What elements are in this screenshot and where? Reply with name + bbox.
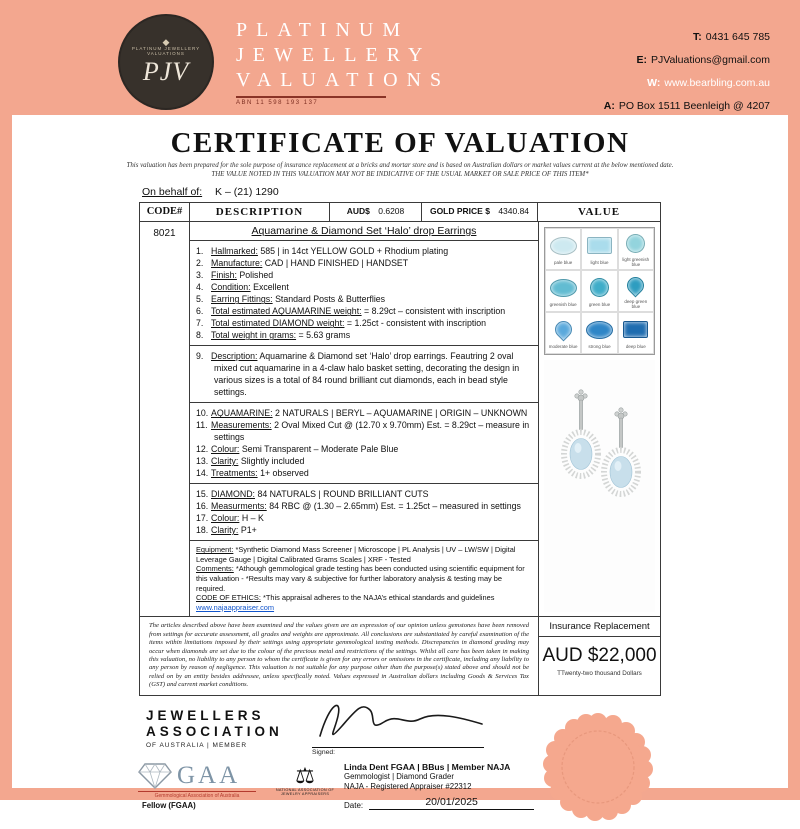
logo-ring-text: PLATINUM JEWELLERY VALUATIONS — [131, 45, 201, 56]
gem-swatch — [545, 270, 581, 312]
gaa-logo — [138, 762, 268, 810]
item-text: 84 RBC @ (1.30 – 2.65mm) Est. = 1.25ct – measured in settings — [269, 501, 521, 512]
equipment-label: Equipment: — [196, 545, 234, 555]
item-text: CAD | HAND FINISHED | HANDSET — [264, 258, 409, 269]
table-header-row — [140, 203, 660, 222]
item-text: Polished — [239, 270, 274, 281]
list-item — [196, 281, 532, 293]
ja-line-1: JEWELLERS — [146, 707, 265, 723]
item-label: Condition: — [211, 282, 251, 293]
item-text: P1+ — [240, 525, 257, 536]
naja-logo — [274, 764, 336, 797]
contact-label: T: — [693, 31, 702, 43]
brand-rule — [236, 96, 386, 98]
gem-swatch — [581, 312, 617, 354]
item-text: H – K — [241, 513, 264, 524]
gem-stone-icon — [626, 234, 645, 253]
list-item — [196, 293, 532, 305]
item-number: 9. — [196, 351, 204, 362]
list-item — [196, 488, 532, 500]
item-number: 18. — [196, 525, 209, 536]
col-header-value: VALUE — [577, 206, 621, 219]
ja-line-3: OF AUSTRALIA | MEMBER — [146, 741, 248, 749]
list-item — [196, 269, 532, 281]
list-item — [196, 512, 532, 524]
table-body — [140, 222, 660, 616]
intro-line-2: THE VALUE NOTED IN THIS VALUATION MAY NOT BE INDICATIVE OF THE USUAL MARKET OR SALE PRICE OF THIS ITEM* — [211, 170, 589, 178]
col-header-aud — [330, 203, 422, 221]
date-row — [344, 796, 534, 810]
ja-line-2: ASSOCIATION — [146, 723, 283, 739]
gem-label: light blue — [590, 259, 609, 265]
earrings-photo — [544, 360, 655, 612]
appraiser-name: Linda Dent FGAA | BBus | Member NAJA — [344, 761, 511, 772]
intro-disclaimer — [75, 162, 725, 179]
insurance-amount-words: TTwenty-two thousand Dollars — [557, 670, 642, 678]
item-text: Slightly included — [240, 456, 305, 467]
item-number: 2. — [196, 258, 204, 269]
list-item — [196, 524, 532, 536]
item-title: Aquamarine & Diamond Set ‘Halo’ drop Earrings — [190, 222, 538, 241]
section-general — [190, 241, 538, 346]
item-number: 17. — [196, 513, 209, 524]
value-column — [538, 222, 660, 616]
appraiser-role: Gemmologist | Diamond Grader — [344, 771, 454, 781]
list-item — [196, 500, 532, 512]
appraiser-registration: NAJA - Registered Appraiser #22312 — [344, 781, 472, 791]
section-description — [190, 346, 538, 403]
gold-rate-label: GOLD PRICE $ — [429, 206, 490, 217]
certificate-footer — [12, 700, 788, 822]
equipment-text: *Athough gemmological grade testing has been conducted using scientific equipment for this valuation - *Results may vary & subjective for further laboratory analysis & testing may be required. — [196, 564, 525, 593]
item-text: Excellent — [253, 282, 289, 293]
gem-swatch — [618, 312, 654, 354]
item-text: = 5.63 grams — [298, 330, 351, 341]
certification-seal — [540, 712, 656, 829]
date-label: Date: — [344, 800, 364, 810]
item-number: 4. — [196, 282, 204, 293]
item-number: 16. — [196, 501, 209, 512]
gem-label: deep green blue — [624, 299, 648, 310]
equipment-label: CODE OF ETHICS: — [196, 593, 261, 603]
item-label: Total estimated AQUAMARINE weight: — [211, 306, 362, 317]
gem-swatch — [545, 228, 581, 270]
signature-icon — [312, 694, 492, 746]
on-behalf-row — [142, 186, 788, 198]
item-number: 11. — [196, 420, 208, 431]
item-label: Finish: — [211, 270, 237, 281]
on-behalf-label: On behalf of: — [142, 186, 203, 199]
gem-stone-icon — [590, 278, 609, 297]
description-column — [190, 222, 538, 616]
gem-label: green blue — [588, 301, 611, 307]
list-item — [196, 245, 532, 257]
item-text: Semi Transparent – Moderate Pale Blue — [241, 444, 399, 455]
list-item — [196, 350, 532, 398]
equipment-row — [196, 593, 532, 603]
item-label: Colour: — [211, 513, 240, 524]
contact-label: E: — [636, 54, 647, 66]
contact-value: 0431 645 785 — [705, 31, 770, 43]
item-text: 585 | in 14ct YELLOW GOLD + Rhodium plating — [260, 246, 449, 257]
brand-line-3: VALUATIONS — [236, 69, 451, 91]
contact-label: W: — [647, 77, 661, 89]
contact-line — [604, 26, 770, 49]
list-item — [196, 329, 532, 341]
gold-rate-value: 4340.84 — [498, 206, 530, 217]
signed-label: Signed: — [312, 748, 336, 756]
naja-link[interactable]: www.najaappraiser.com — [196, 602, 275, 612]
valuation-table — [139, 202, 661, 695]
contact-value: PO Box 1511 Beenleigh @ 4207 — [618, 100, 770, 112]
logo-monogram: PJV — [142, 56, 190, 86]
on-behalf-value: K – (21) 1290 — [215, 186, 279, 199]
page-title: CERTIFICATE OF VALUATION — [170, 127, 630, 159]
item-text: 2 Oval Mixed Cut @ (12.70 x 9.70mm) Est. = 8.29ct – measure in settings — [214, 420, 530, 443]
scales-icon: ⚖ — [295, 762, 315, 788]
gaa-diamond-icon — [138, 762, 172, 790]
item-number: 14. — [196, 468, 209, 479]
item-number: 5. — [196, 294, 204, 305]
gem-label: strong blue — [588, 343, 611, 349]
intro-line-1: This valuation has been prepared for the sole purpose of insurance replacement at a bricks and mortar store and is based on Australian dollars or market values current at the below mentioned date. — [126, 162, 674, 169]
list-item — [196, 257, 532, 269]
item-number: 6. — [196, 306, 204, 317]
equipment-row — [196, 564, 532, 593]
equipment-rows — [196, 545, 532, 603]
aud-rate-label: AUD$ — [346, 206, 370, 217]
gem-stone-icon — [551, 318, 575, 342]
item-label: Measurments: — [211, 501, 267, 512]
contact-label: A: — [603, 100, 615, 112]
item-number: 15. — [196, 489, 209, 500]
list-item — [196, 443, 532, 455]
gem-label: moderate blue — [548, 343, 578, 349]
item-number: 8. — [196, 330, 204, 341]
item-number: 1. — [196, 246, 204, 257]
gem-label: pale blue — [554, 259, 573, 265]
equipment-label: Comments: — [196, 564, 234, 574]
jewellers-association-mark — [146, 708, 283, 749]
gem-stone-icon — [623, 321, 648, 338]
col-header-code: CODE# — [140, 203, 190, 221]
gaa-org-name: Gemmological Association of Australia — [138, 791, 256, 799]
item-text: 84 NATURALS | ROUND BRILLIANT CUTS — [257, 489, 429, 500]
brand-name — [236, 18, 450, 106]
insurance-cell — [538, 617, 660, 694]
item-label: Treatments: — [211, 468, 258, 479]
list-item — [196, 305, 532, 317]
gem-label: light greenish blue — [622, 257, 650, 268]
contact-value: www.bearbling.com.au — [664, 77, 770, 89]
item-label: AQUAMARINE: — [211, 408, 273, 419]
gem-swatch — [618, 270, 654, 312]
pjv-logo — [120, 16, 212, 108]
item-number: 13. — [196, 456, 209, 467]
table-footer-row — [140, 616, 660, 694]
contact-line — [604, 72, 770, 95]
item-number: 3. — [196, 270, 204, 281]
gem-stone-icon — [550, 237, 577, 255]
insurance-label: Insurance Replacement — [539, 617, 660, 637]
contact-line — [604, 49, 770, 72]
item-number: 10. — [196, 408, 209, 419]
date-value: 20/01/2025 — [369, 796, 534, 810]
section-aquamarine — [190, 403, 538, 484]
aud-rate-value: 0.6208 — [378, 206, 405, 217]
equipment-row — [196, 545, 532, 564]
item-label: Total estimated DIAMOND weight: — [211, 318, 345, 329]
list-item — [196, 317, 532, 329]
certificate-paper — [12, 115, 788, 810]
equipment-text: *Synthetic Diamond Mass Screener | Microscope | PL Analysis | UV – LW/SW | Digital Leverage Gauge | Digital Calibrated Grams Scales | XRF - Tested — [196, 545, 516, 564]
appraiser-details — [344, 762, 510, 792]
item-text: Aquamarine & Diamond set ‘Halo’ drop earrings. Feautring 2 oval mixed cut aquamarine in a 4-claw halo basket setting, decorating the design in various sizes is a total of 84 round brilliant cut diamonds, each in bead style settings. — [214, 351, 520, 398]
gem-stone-icon — [586, 321, 613, 339]
item-text: = 8.29ct – consistent with inscription — [364, 306, 506, 317]
item-label: Clarity: — [211, 456, 239, 467]
brand-line-2: JEWELLERY — [236, 44, 432, 66]
gem-stone-icon — [550, 279, 577, 297]
signature-block — [312, 694, 512, 756]
item-text: 2 NATURALS | BERYL – AQUAMARINE | ORIGIN – UNKNOWN — [275, 408, 528, 419]
item-label: DIAMOND: — [211, 489, 255, 500]
list-item — [196, 467, 532, 479]
contact-list — [604, 26, 770, 118]
naja-caption: NATIONAL ASSOCIATION OF JEWELRY APPRAISERS — [275, 787, 335, 797]
item-label: Clarity: — [211, 525, 239, 536]
col-header-description: DESCRIPTION — [190, 203, 330, 221]
gem-swatch — [618, 228, 654, 270]
gem-swatch — [545, 312, 581, 354]
item-text: Standard Posts & Butterflies — [275, 294, 386, 305]
earrings-illustration — [545, 372, 655, 600]
list-item — [196, 455, 532, 467]
list-item — [196, 419, 532, 443]
list-item — [196, 407, 532, 419]
section-diamond — [190, 484, 538, 541]
col-header-gold — [422, 203, 538, 221]
contact-value: PJValuations@gmail.com — [650, 54, 770, 66]
gaa-fellow-label: Fellow (FGAA) — [142, 800, 196, 810]
gem-swatch — [581, 228, 617, 270]
signature-rule — [312, 747, 484, 748]
item-number: 12. — [196, 444, 209, 455]
item-label: Total weight in grams: — [211, 330, 297, 341]
item-label: Measurements: — [211, 420, 272, 431]
item-label: Colour: — [211, 444, 240, 455]
item-label: Manufacture: — [211, 258, 263, 269]
abn-number: ABN 11 598 193 137 — [236, 100, 319, 106]
item-label: Earring Fittings: — [211, 294, 273, 305]
insurance-amount: AUD $22,000 — [542, 645, 657, 667]
header — [12, 0, 788, 115]
gem-label: greenish blue — [549, 301, 577, 307]
gem-label: deep blue — [625, 343, 646, 349]
item-code: 8021 — [140, 222, 190, 616]
gem-swatch — [581, 270, 617, 312]
equipment-text: *This appraisal adheres to the NAJA’s ethical standards and guidelines — [262, 593, 495, 603]
legal-disclaimer: The articles described above have been examined and the values given are an expression of our opinion unless gemstones have been removed from settings for accurate assessment, all grades and weights are approximate. All conclusions are substantiated by careful examination of the items within limitations imposed by their settings using appropriate gemmological testing methods. Discrepancies in diamond grading may occur when diamonds are set due to the colour of the precious metal and restrictions of the settings. Whilst all care has been taken in making this valuation, no liability to any person to whom the certificate is given for any errors or omissions in the certificate, including any liability to any person by reason of negligence. This valuation is not suitable for any purpose other than the purpose(s) stated above and should not be relied on by an entity besides addressee, unless specifically noted. Values expressed in Australian dollars including Goods & Services Tax (GST) and current market conditions. — [149, 622, 529, 689]
item-label: Description: — [211, 351, 258, 362]
diamond-icon: ◆ — [162, 36, 170, 47]
item-label: Hallmarked: — [211, 246, 258, 257]
item-number: 7. — [196, 318, 204, 329]
gem-stone-icon — [624, 273, 648, 297]
gem-stone-icon — [587, 237, 612, 254]
section-equipment — [190, 541, 538, 616]
aquamarine-color-chart — [544, 227, 655, 355]
brand-line-1: PLATINUM — [236, 19, 410, 41]
item-text: 1+ observed — [260, 468, 309, 479]
gaa-acronym: GAA — [177, 761, 241, 789]
item-text: = 1.25ct - consistent with inscription — [346, 318, 487, 329]
seal-rosette-icon — [540, 712, 656, 824]
